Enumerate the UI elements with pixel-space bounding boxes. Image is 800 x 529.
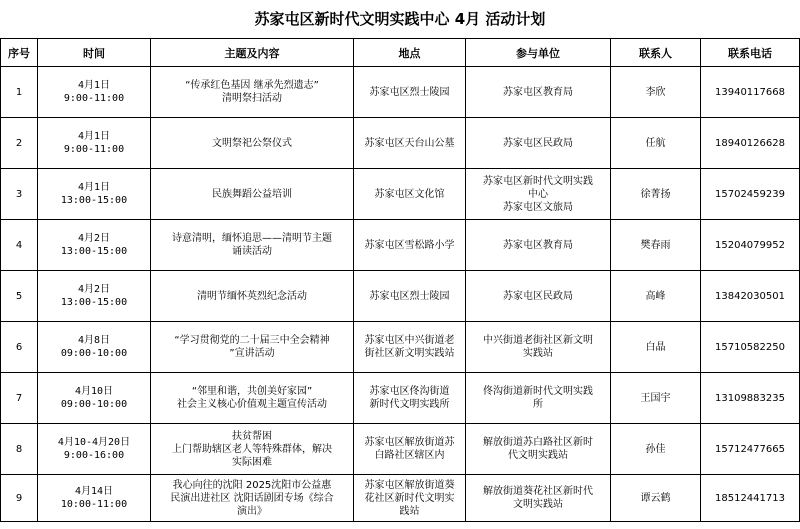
cell-phone: 18940126628 <box>701 118 800 169</box>
cell-location-line: 苏家屯区雪松路小学 <box>364 239 455 251</box>
cell-units-line: 解放街道苏白路社区新时 <box>483 437 593 448</box>
cell-time-line: 4月1日 <box>77 182 111 193</box>
activity-table <box>0 38 800 522</box>
cell-location-line: 苏家屯区文化馆 <box>374 188 445 200</box>
cell-time-line: 4月10日 <box>74 386 114 397</box>
cell-theme <box>151 169 354 220</box>
cell-time <box>38 322 151 373</box>
cell-contact: 樊春雨 <box>611 220 701 271</box>
cell-time <box>38 220 151 271</box>
cell-location <box>354 271 466 322</box>
cell-location-line: 苏家屯区解放街道葵 <box>364 479 455 491</box>
cell-location-line: 苏家屯区佟沟街道 <box>369 386 450 397</box>
cell-location-line: 苏家屯区烈士陵园 <box>369 86 450 98</box>
cell-location-line: 苏家屯区天台山公墓 <box>364 137 455 149</box>
cell-location-line: 街社区新文明实践站 <box>364 348 455 359</box>
cell-theme-line: “传承红色基因 继承先烈遗志” <box>185 80 319 91</box>
cell-theme-line: ”宣讲活动 <box>229 348 275 359</box>
cell-contact: 孙佳 <box>611 424 701 475</box>
cell-phone: 13109883235 <box>701 373 800 424</box>
cell-no: 9 <box>1 475 38 522</box>
cell-theme-line: 清明祭扫活动 <box>222 93 282 104</box>
cell-no: 3 <box>1 169 38 220</box>
table-row <box>1 424 800 475</box>
cell-theme-line: 民族舞蹈公益培训 <box>212 188 292 200</box>
cell-phone: 13842030501 <box>701 271 800 322</box>
cell-time-line: 4月1日 <box>77 80 111 91</box>
cell-theme-line: “学习贯彻党的二十届三中全会精神 <box>174 335 330 346</box>
cell-units-line: 苏家屯区教育局 <box>503 239 573 251</box>
page-title: 苏家屯区新时代文明实践中心 4月 活动计划 <box>254 10 546 28</box>
cell-units <box>466 271 611 322</box>
table-row <box>1 118 800 169</box>
cell-theme-line: 实际困难 <box>232 456 272 468</box>
cell-no: 8 <box>1 424 38 475</box>
cell-units-line: 中兴街道老街社区新文明 <box>483 335 593 346</box>
cell-time <box>38 424 151 475</box>
cell-time-line: 13:00-15:00 <box>60 195 128 206</box>
cell-contact: 徐菁扬 <box>611 169 701 220</box>
header-time: 时间 <box>38 39 151 67</box>
cell-location <box>354 169 466 220</box>
cell-no: 2 <box>1 118 38 169</box>
cell-units-line: 实践站 <box>523 348 553 359</box>
header-phone: 联系电话 <box>701 39 800 67</box>
header-contact: 联系人 <box>611 39 701 67</box>
table-row <box>1 271 800 322</box>
cell-theme-line: 上门帮助辖区老人等特殊群体，解决 <box>172 443 332 455</box>
cell-units-line: 代文明实践站 <box>508 450 568 461</box>
cell-phone: 15702459239 <box>701 169 800 220</box>
cell-location-line: 白路社区辖区内 <box>374 450 445 461</box>
header-theme: 主题及内容 <box>151 39 354 67</box>
cell-contact: 谭云鹤 <box>611 475 701 522</box>
cell-contact: 高峰 <box>611 271 701 322</box>
cell-units-line: 解放街道葵花社区新时代 <box>483 486 593 497</box>
cell-time-line: 4月10-4月20日 <box>57 437 131 448</box>
cell-time-line: 4月1日 <box>77 131 111 142</box>
cell-time-line: 9:00-16:00 <box>63 450 125 461</box>
cell-location <box>354 373 466 424</box>
table-row <box>1 322 800 373</box>
cell-phone: 13940117668 <box>701 67 800 118</box>
cell-units-line: 苏家屯区民政局 <box>503 290 573 302</box>
cell-theme-line: 社会主义核心价值观主题宣传活动 <box>177 399 327 410</box>
cell-time <box>38 67 151 118</box>
cell-location <box>354 118 466 169</box>
cell-theme <box>151 220 354 271</box>
cell-units-line: 苏家屯区新时代文明实践 <box>483 175 593 187</box>
cell-theme-line: 文明祭祀公祭仪式 <box>212 137 292 149</box>
cell-units <box>466 220 611 271</box>
cell-location-line: 践站 <box>399 505 420 517</box>
cell-time-line: 4月2日 <box>77 284 111 295</box>
cell-time-line: 4月14日 <box>74 486 114 497</box>
cell-units-line: 所 <box>533 399 543 410</box>
cell-units-line: 苏家屯区文旅局 <box>503 201 573 213</box>
table-row <box>1 169 800 220</box>
cell-time <box>38 475 151 522</box>
cell-phone: 18512441713 <box>701 475 800 522</box>
cell-time-line: 4月8日 <box>77 335 111 346</box>
cell-time-line: 10:00-11:00 <box>60 499 128 510</box>
table-body <box>1 67 800 522</box>
cell-contact: 白晶 <box>611 322 701 373</box>
cell-units <box>466 322 611 373</box>
cell-units <box>466 475 611 522</box>
cell-location-line: 苏家屯区中兴街道老 <box>364 335 455 346</box>
cell-location <box>354 67 466 118</box>
cell-theme <box>151 424 354 475</box>
cell-location-line: 苏家屯区烈士陵园 <box>369 290 450 302</box>
cell-location <box>354 424 466 475</box>
cell-units <box>466 424 611 475</box>
cell-time-line: 9:00-11:00 <box>63 144 125 155</box>
cell-time-line: 9:00-11:00 <box>63 93 125 104</box>
cell-location <box>354 220 466 271</box>
cell-units <box>466 169 611 220</box>
cell-theme-line: 我心向往的沈阳 2025沈阳市公益惠 <box>172 479 332 491</box>
cell-phone: 15204079952 <box>701 220 800 271</box>
cell-theme-line: 民演出进社区 沈阳话剧团专场《综合 <box>170 492 334 504</box>
cell-phone: 15710582250 <box>701 322 800 373</box>
cell-theme-line: 诵读活动 <box>232 246 272 257</box>
cell-contact: 李欣 <box>611 67 701 118</box>
header-location: 地点 <box>354 39 466 67</box>
cell-location-line: 新时代文明实践所 <box>369 399 450 410</box>
cell-theme-line: 清明节缅怀英烈纪念活动 <box>197 290 307 302</box>
cell-theme <box>151 373 354 424</box>
cell-time <box>38 118 151 169</box>
table-row <box>1 67 800 118</box>
cell-theme-line: “邻里和谐，共创美好家园” <box>191 386 313 397</box>
cell-units <box>466 67 611 118</box>
cell-units-line: 中心 <box>528 188 548 200</box>
cell-theme-line: 演出》 <box>237 505 267 517</box>
cell-time-line: 4月2日 <box>77 233 111 244</box>
table-row <box>1 373 800 424</box>
cell-time-line: 13:00-15:00 <box>60 297 128 308</box>
cell-contact: 任航 <box>611 118 701 169</box>
table-row <box>1 220 800 271</box>
cell-time-line: 09:00-10:00 <box>60 348 128 359</box>
cell-no: 6 <box>1 322 38 373</box>
cell-theme <box>151 271 354 322</box>
cell-time-line: 09:00-10:00 <box>60 399 128 410</box>
cell-location-line: 苏家屯区解放街道苏 <box>364 437 455 448</box>
cell-theme <box>151 322 354 373</box>
cell-phone: 15712477665 <box>701 424 800 475</box>
cell-units <box>466 373 611 424</box>
cell-no: 4 <box>1 220 38 271</box>
cell-time <box>38 373 151 424</box>
header-units: 参与单位 <box>466 39 611 67</box>
cell-time <box>38 169 151 220</box>
cell-contact: 王国宇 <box>611 373 701 424</box>
cell-time <box>38 271 151 322</box>
cell-location <box>354 475 466 522</box>
cell-theme <box>151 475 354 522</box>
cell-units-line: 苏家屯区教育局 <box>503 86 573 98</box>
cell-theme-line: 诗意清明，缅怀追思——清明节主题 <box>172 233 332 244</box>
cell-no: 5 <box>1 271 38 322</box>
cell-units-line: 佟沟街道新时代文明实践 <box>483 386 593 397</box>
cell-theme <box>151 67 354 118</box>
header-no: 序号 <box>1 39 38 67</box>
cell-time-line: 13:00-15:00 <box>60 246 128 257</box>
header-row <box>1 39 800 67</box>
cell-no: 1 <box>1 67 38 118</box>
cell-units-line: 苏家屯区民政局 <box>503 137 573 149</box>
cell-location-line: 花社区新时代文明实 <box>364 492 455 504</box>
cell-location <box>354 322 466 373</box>
cell-no: 7 <box>1 373 38 424</box>
cell-units-line: 文明实践站 <box>513 499 563 510</box>
table-row <box>1 475 800 522</box>
cell-theme <box>151 118 354 169</box>
cell-units <box>466 118 611 169</box>
cell-theme-line: 扶贫帮困 <box>232 430 272 442</box>
